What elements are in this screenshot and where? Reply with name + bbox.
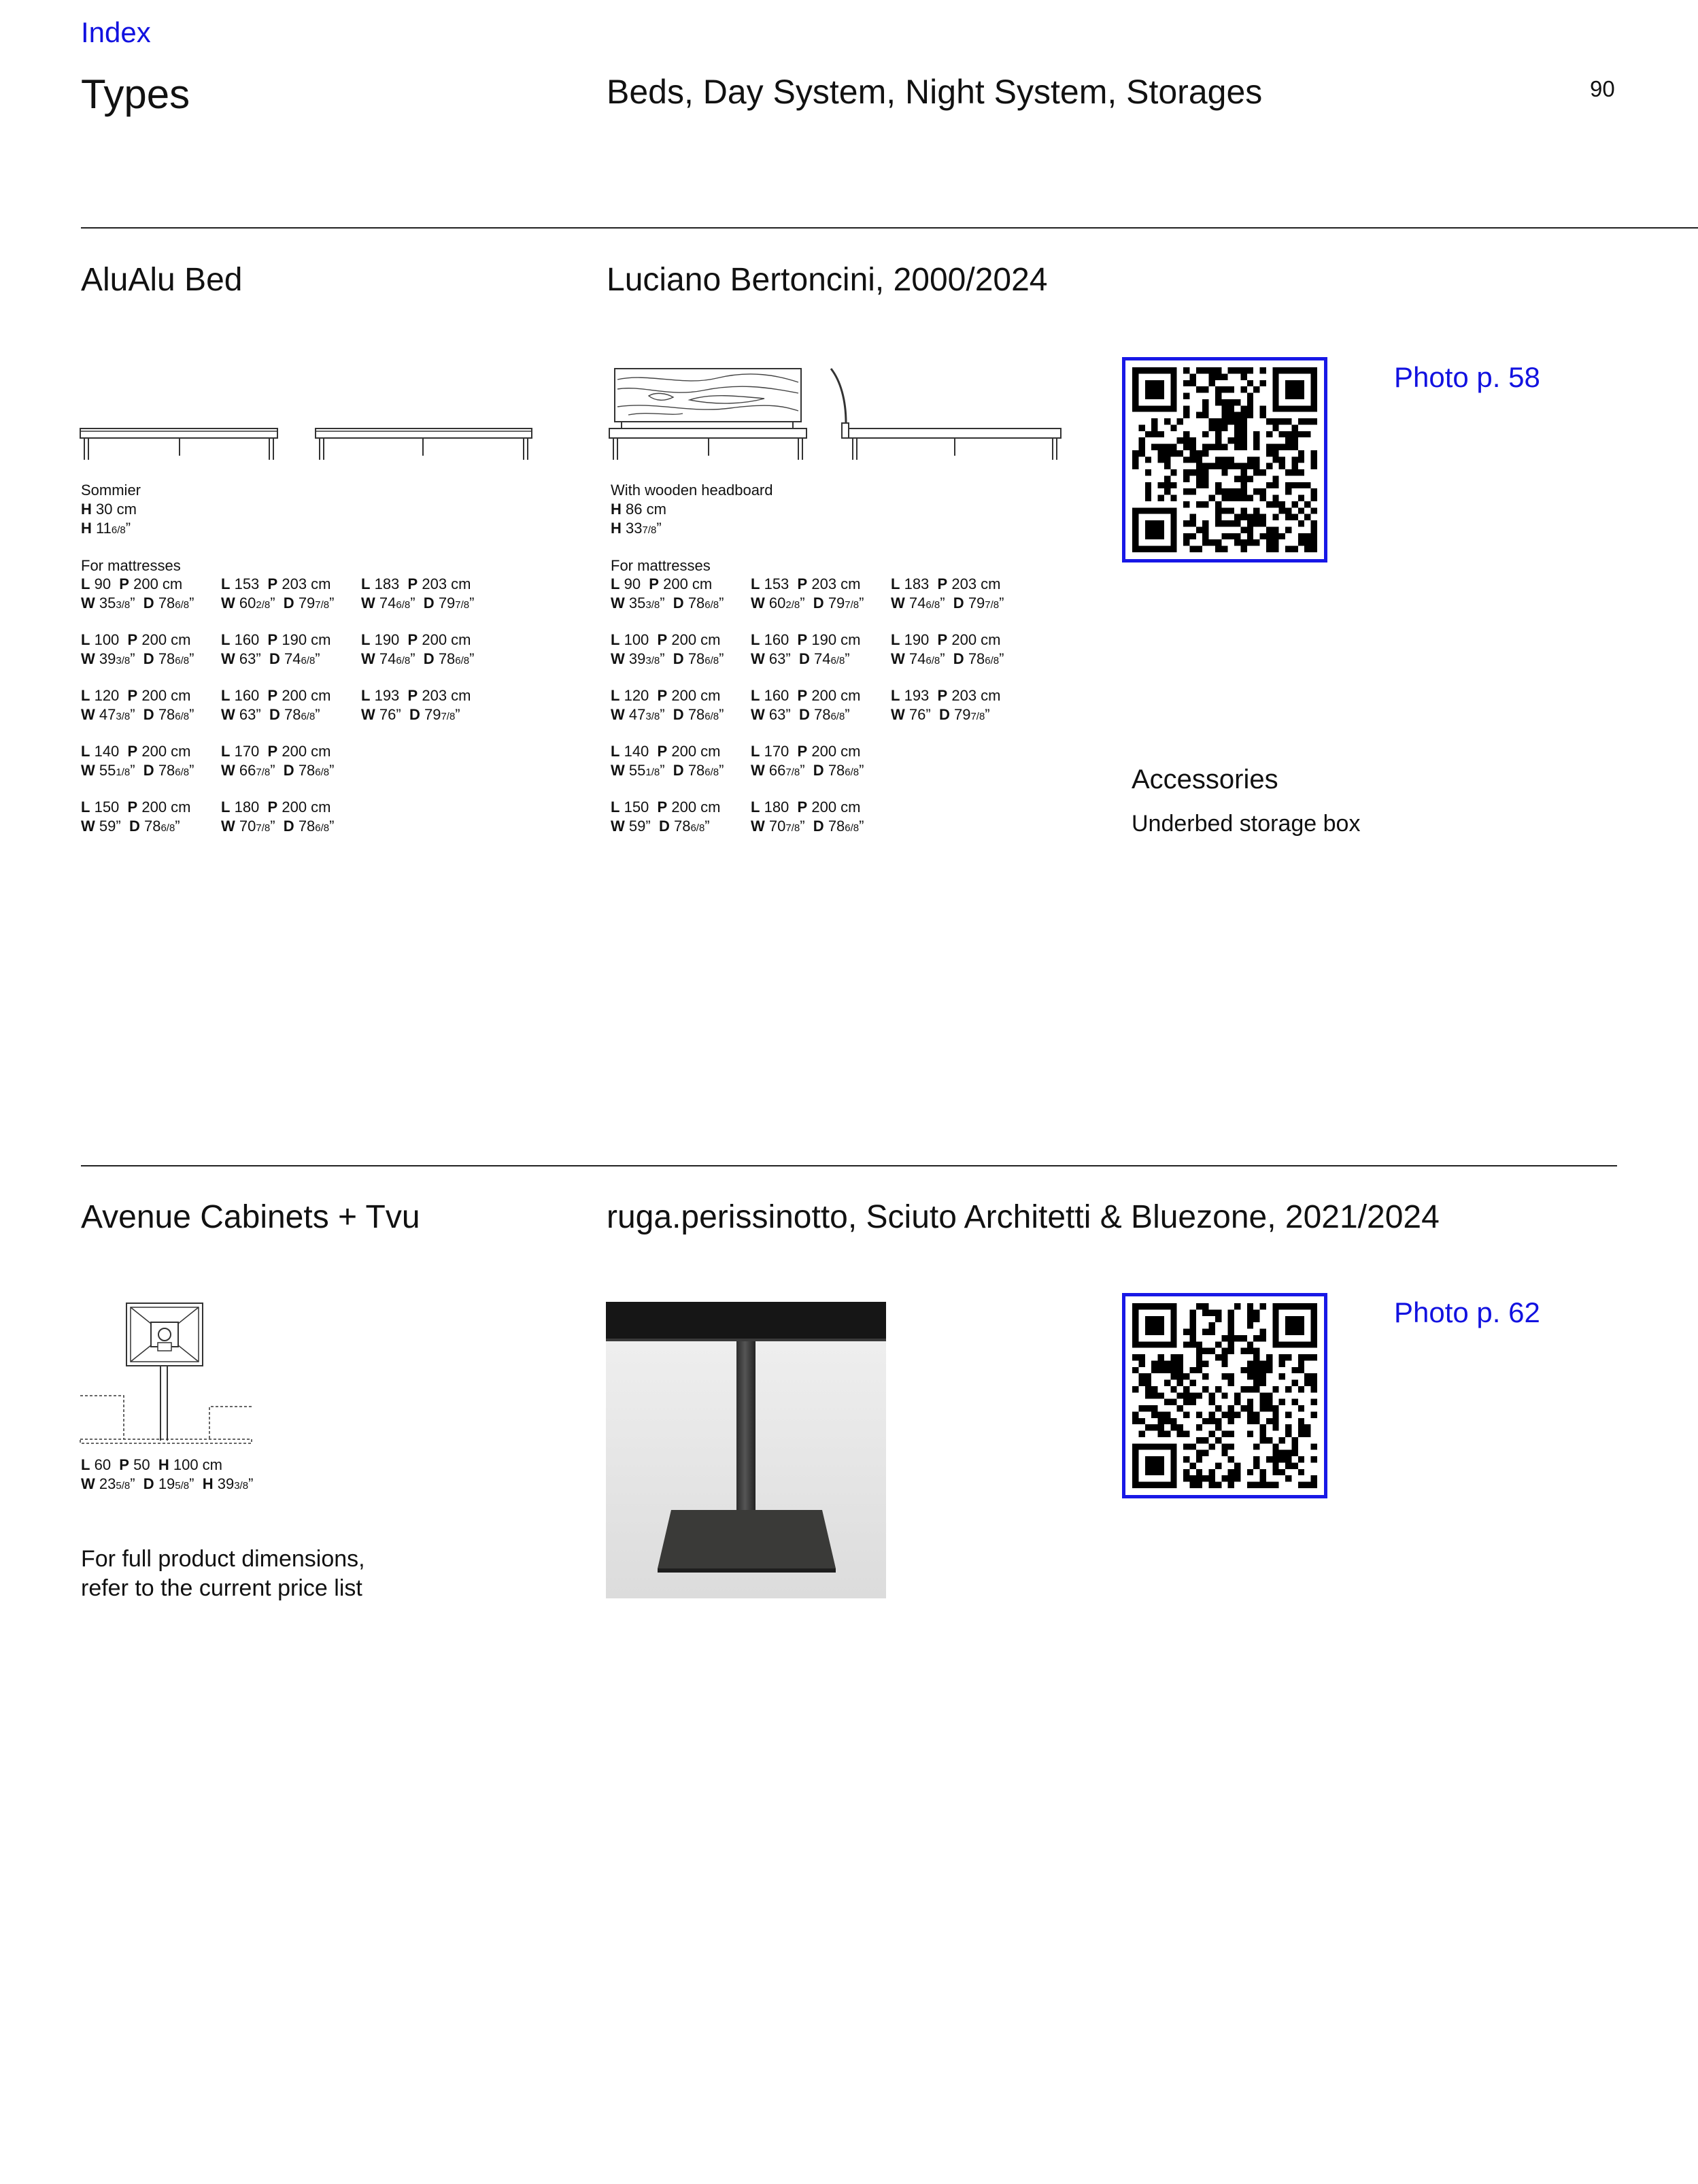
page-number: 90 xyxy=(1590,76,1615,101)
mattress-size: L 160 P 190 cm W 63” D 746/8” xyxy=(751,631,861,667)
mattress-size: L 183 P 203 cm W 746/8” D 797/8” xyxy=(361,575,475,611)
accessories-item: Underbed storage box xyxy=(1132,811,1361,837)
index-link[interactable]: Index xyxy=(81,16,151,48)
sommier-caption: Sommier H 30 cm H 116/8” xyxy=(81,482,141,537)
photo-link[interactable]: Photo p. 62 xyxy=(1394,1296,1540,1328)
mattress-size: L 140 P 200 cm W 551/8” D 786/8” xyxy=(611,743,724,779)
product-photo xyxy=(606,1302,886,1598)
price-list-note: For full product dimensions, refer to the current price list xyxy=(81,1546,365,1601)
qr-code-icon[interactable] xyxy=(1122,357,1327,562)
mattress-size: L 193 P 203 cm W 76” D 797/8” xyxy=(361,687,471,723)
mattresses-title: For mattresses xyxy=(611,557,711,574)
product-designer: Luciano Bertoncini, 2000/2024 xyxy=(607,262,1048,298)
mattress-size: L 120 P 200 cm W 473/8” D 786/8” xyxy=(611,687,724,723)
mattress-size: L 153 P 203 cm W 602/8” D 797/8” xyxy=(751,575,864,611)
mattress-size: L 183 P 203 cm W 746/8” D 797/8” xyxy=(891,575,1004,611)
mattress-size: L 160 P 200 cm W 63” D 786/8” xyxy=(221,687,331,723)
mattress-size: L 180 P 200 cm W 707/8” D 786/8” xyxy=(751,799,864,835)
qr-code-icon[interactable] xyxy=(1122,1293,1327,1498)
mattress-size: L 180 P 200 cm W 707/8” D 786/8” xyxy=(221,799,335,835)
product-dimensions: L 60 P 50 H 100 cm W 235/8” D 195/8” H 393/8” xyxy=(81,1456,254,1492)
mattress-size: L 90 P 200 cm W 353/8” D 786/8” xyxy=(611,575,724,611)
sommier-drawing-side xyxy=(314,422,533,463)
product-name: Avenue Cabinets + Tvu xyxy=(81,1199,420,1235)
headboard-drawing-front xyxy=(608,366,808,463)
mattress-size: L 100 P 200 cm W 393/8” D 786/8” xyxy=(81,631,194,667)
mattress-size: L 150 P 200 cm W 59” D 786/8” xyxy=(81,799,191,835)
mattress-size: L 170 P 200 cm W 667/8” D 786/8” xyxy=(221,743,335,779)
tv-stand-drawing xyxy=(79,1300,253,1446)
photo-link[interactable]: Photo p. 58 xyxy=(1394,361,1540,393)
mattress-size: L 90 P 200 cm W 353/8” D 786/8” xyxy=(81,575,194,611)
product-designer: ruga.perissinotto, Sciuto Architetti & Bluezone, 2021/2024 xyxy=(607,1199,1440,1235)
mattress-size: L 160 P 190 cm W 63” D 746/8” xyxy=(221,631,331,667)
divider-middle xyxy=(81,1165,1617,1166)
section-title: Beds, Day System, Night System, Storages xyxy=(607,73,1263,111)
headboard-caption: With wooden headboard H 86 cm H 337/8” xyxy=(611,482,773,537)
mattress-size: L 190 P 200 cm W 746/8” D 786/8” xyxy=(361,631,475,667)
sommier-drawing-front xyxy=(79,422,279,463)
mattress-size: L 100 P 200 cm W 393/8” D 786/8” xyxy=(611,631,724,667)
mattress-size: L 193 P 203 cm W 76” D 797/8” xyxy=(891,687,1001,723)
product-name: AluAlu Bed xyxy=(81,262,243,298)
mattress-size: L 190 P 200 cm W 746/8” D 786/8” xyxy=(891,631,1004,667)
divider-top xyxy=(81,227,1698,229)
mattresses-title: For mattresses xyxy=(81,557,181,574)
mattress-size: L 120 P 200 cm W 473/8” D 786/8” xyxy=(81,687,194,723)
page-title: Types xyxy=(81,71,190,117)
mattress-size: L 140 P 200 cm W 551/8” D 786/8” xyxy=(81,743,194,779)
headboard-drawing-side xyxy=(826,366,1064,463)
mattress-size: L 153 P 203 cm W 602/8” D 797/8” xyxy=(221,575,335,611)
mattress-size: L 150 P 200 cm W 59” D 786/8” xyxy=(611,799,721,835)
accessories-title: Accessories xyxy=(1132,765,1278,794)
mattress-size: L 160 P 200 cm W 63” D 786/8” xyxy=(751,687,861,723)
mattress-size: L 170 P 200 cm W 667/8” D 786/8” xyxy=(751,743,864,779)
